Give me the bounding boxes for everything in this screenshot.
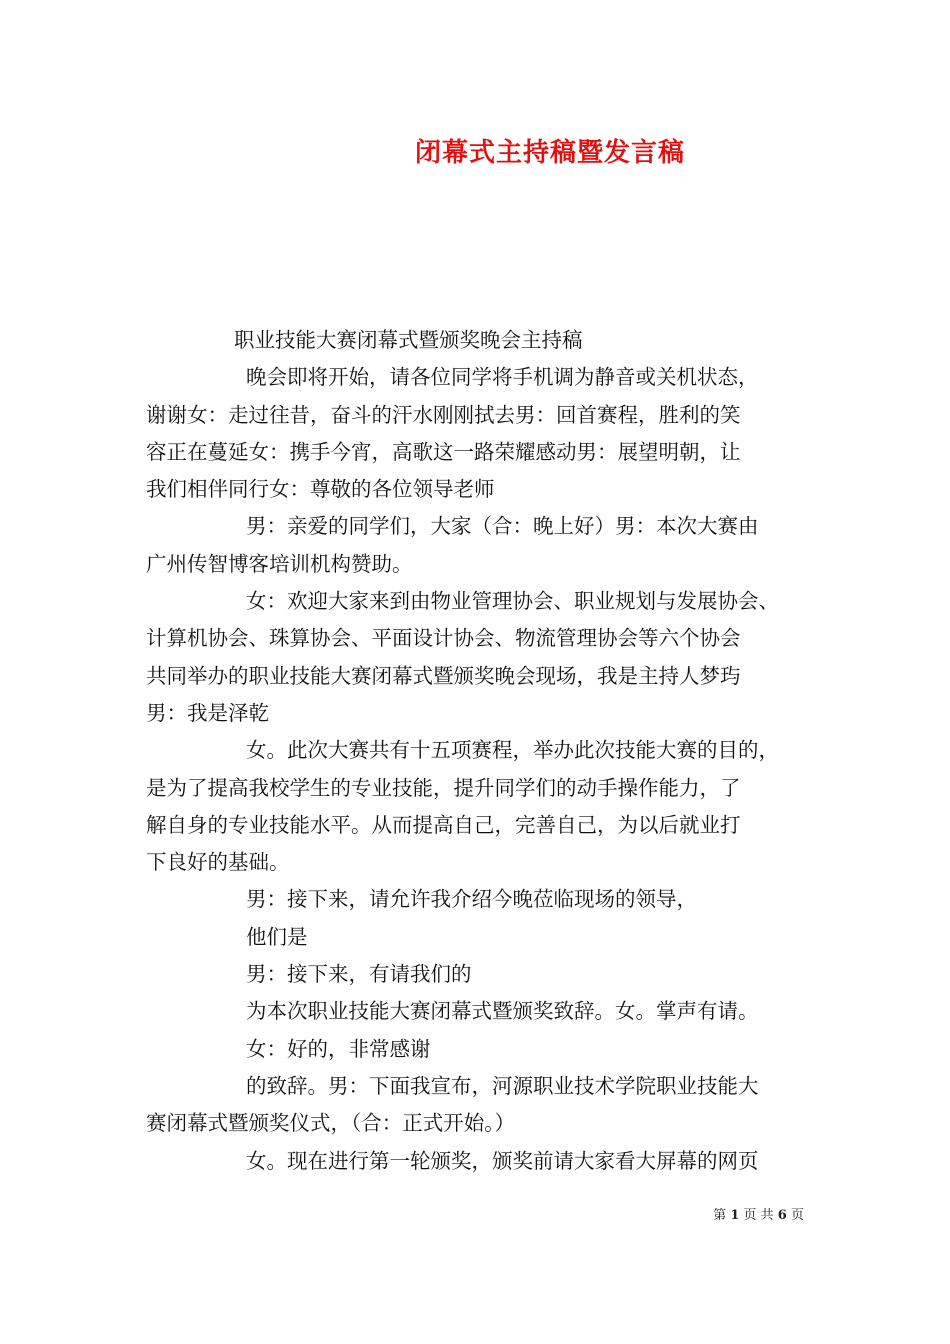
body-line: 女。现在进行第一轮颁奖，颁奖前请大家看大屏幕的网页: [246, 1148, 759, 1173]
footer-page-number: 1: [730, 1208, 740, 1223]
body-line: 共同举办的职业技能大赛闭幕式暨颁奖晚会现场，我是主持人梦玙: [146, 663, 741, 688]
footer-prefix: 第: [713, 1208, 727, 1223]
body-line: 女：欢迎大家来到由物业管理协会、职业规划与发展协会、: [246, 589, 779, 614]
document-title: 闭幕式主持稿暨发言稿: [414, 138, 685, 168]
body-line: 职业技能大赛闭幕式暨颁奖晚会主持稿: [234, 328, 583, 352]
body-line: 我们相伴同行女：尊敬的各位领导老师: [146, 477, 495, 502]
body-line: 晚会即将开始，请各位同学将手机调为静音或关机状态，: [246, 365, 759, 390]
body-line: 谢谢女：走过往昔，奋斗的汗水刚刚拭去男：回首赛程，胜利的笑: [146, 402, 741, 427]
footer-suffix: 页: [790, 1208, 804, 1223]
document-body: [146, 322, 810, 1180]
body-line: 女。此次大赛共有十五项赛程，举办此次技能大赛的目的，: [246, 738, 779, 763]
body-line: 下良好的基础。: [146, 850, 290, 875]
page-footer: [713, 1204, 804, 1223]
body-line: 广州传智博客培训机构赞助。: [146, 551, 413, 576]
body-line: 容正在蔓延女：携手今宵，高歌这一路荣耀感动男：展望明朝，让: [146, 439, 741, 464]
footer-middle: 页 共: [743, 1208, 774, 1223]
body-line: 男：接下来，请允许我介绍今晚莅临现场的领导，: [246, 887, 697, 912]
body-line: 女：好的，非常感谢: [246, 1036, 431, 1061]
body-line: 的致辞。男：下面我宣布，河源职业技术学院职业技能大: [246, 1073, 759, 1098]
body-line: 他们是: [246, 924, 308, 949]
body-line: 解自身的专业技能水平。从而提高自己，完善自己，为以后就业打: [146, 812, 741, 837]
body-line: 男：我是泽乾: [146, 700, 269, 725]
body-line: 是为了提高我校学生的专业技能，提升同学们的动手操作能力，了: [146, 775, 741, 800]
footer-total-pages: 6: [777, 1208, 787, 1223]
body-line: 为本次职业技能大赛闭幕式暨颁奖致辞。女。掌声有请。: [246, 999, 759, 1024]
body-line: 男：亲爱的同学们，大家（合：晚上好）男：本次大赛由: [246, 514, 759, 539]
body-line: 赛闭幕式暨颁奖仪式，（合：正式开始。）: [146, 1111, 515, 1136]
body-line: 计算机协会、珠算协会、平面设计协会、物流管理协会等六个协会: [146, 626, 741, 651]
body-line: 男：接下来，有请我们的: [246, 962, 472, 987]
